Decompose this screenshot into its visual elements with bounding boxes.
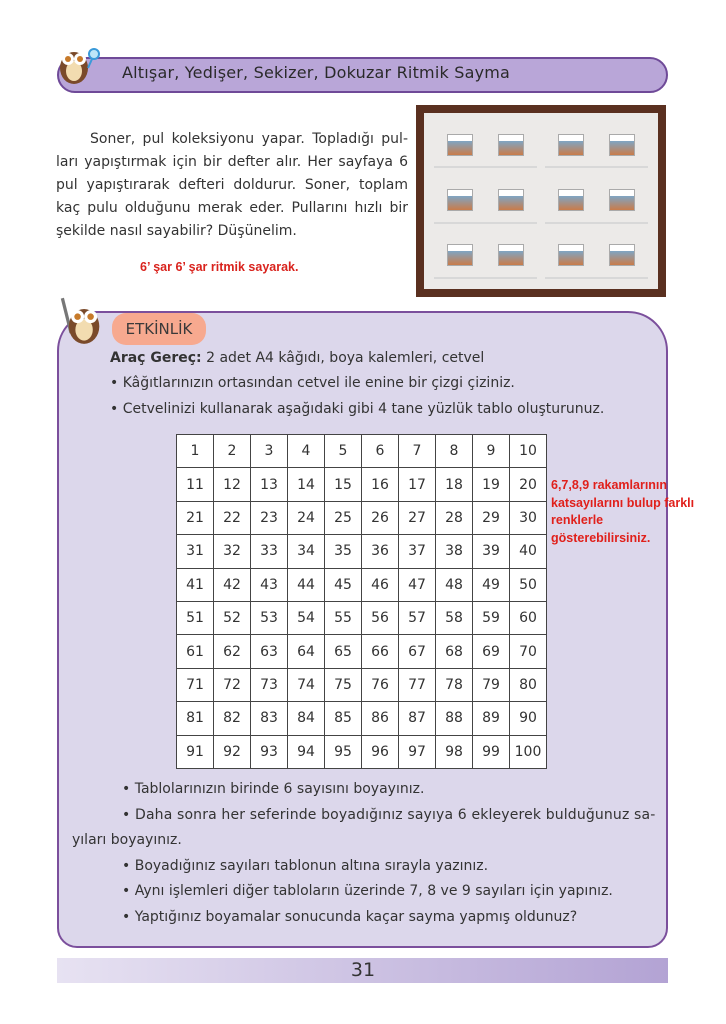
- instruction: • Boyadığınız sayıları tablonun altına sırayla yazınız.: [122, 858, 489, 874]
- chart-cell: 61: [177, 635, 214, 668]
- chart-cell: 75: [325, 668, 362, 701]
- chart-cell: 17: [399, 468, 436, 501]
- chart-cell: 85: [325, 702, 362, 735]
- side-note: [551, 477, 694, 547]
- chart-cell: 56: [362, 601, 399, 634]
- side-note-line: gösterebilirsiniz.: [551, 530, 651, 545]
- chart-cell: 34: [288, 535, 325, 568]
- chart-cell: 81: [177, 702, 214, 735]
- chart-cell: 28: [436, 501, 473, 534]
- page-number: 31: [350, 959, 376, 981]
- chart-cell: 87: [399, 702, 436, 735]
- chart-cell: 32: [214, 535, 251, 568]
- chart-cell: 11: [177, 468, 214, 501]
- chart-cell: 92: [214, 735, 251, 768]
- chart-cell: 77: [399, 668, 436, 701]
- chart-cell: 83: [251, 702, 288, 735]
- chart-row: [177, 435, 547, 468]
- chart-cell: 93: [251, 735, 288, 768]
- side-note-line: 6,7,8,9 rakamlarının: [551, 478, 668, 492]
- chart-row: [177, 702, 547, 735]
- chart-cell: 74: [288, 668, 325, 701]
- chart-cell: 36: [362, 535, 399, 568]
- chart-cell: 31: [177, 535, 214, 568]
- chart-cell: 27: [399, 501, 436, 534]
- chart-cell: 67: [399, 635, 436, 668]
- intro-line: Soner, pul koleksiyonu yapar. Topladığı pul-: [90, 131, 408, 147]
- chart-cell: 64: [288, 635, 325, 668]
- chart-cell: 16: [362, 468, 399, 501]
- chart-cell: 9: [473, 435, 510, 468]
- chart-cell: 44: [288, 568, 325, 601]
- chart-cell: 50: [510, 568, 547, 601]
- chart-cell: 25: [325, 501, 362, 534]
- chart-cell: 43: [251, 568, 288, 601]
- side-note-line: renklerle: [551, 513, 604, 527]
- chart-row: [177, 568, 547, 601]
- chart-cell: 73: [251, 668, 288, 701]
- chart-cell: 80: [510, 668, 547, 701]
- instruction: • Kâğıtlarınızın ortasından cetvel ile enine bir çizgi çiziniz.: [110, 375, 515, 391]
- chart-cell: 53: [251, 601, 288, 634]
- chart-cell: 86: [362, 702, 399, 735]
- instruction: • Tablolarınızın birinde 6 sayısını boyayınız.: [122, 781, 425, 797]
- chart-row: [177, 468, 547, 501]
- chart-cell: 21: [177, 501, 214, 534]
- side-note-line: katsayılarını bulup farklı: [551, 495, 695, 510]
- chart-cell: 20: [510, 468, 547, 501]
- chart-cell: 40: [510, 535, 547, 568]
- chart-cell: 60: [510, 601, 547, 634]
- chart-cell: 99: [473, 735, 510, 768]
- chart-row: [177, 635, 547, 668]
- instruction: • Daha sonra her seferinde boyadığınız sayıya 6 ekleyerek bulduğunuz sa-: [122, 807, 656, 823]
- chart-cell: 37: [399, 535, 436, 568]
- chart-cell: 63: [251, 635, 288, 668]
- chart-cell: 54: [288, 601, 325, 634]
- chart-cell: 4: [288, 435, 325, 468]
- chart-cell: 69: [473, 635, 510, 668]
- chart-cell: 71: [177, 668, 214, 701]
- chart-cell: 90: [510, 702, 547, 735]
- materials-label: Araç Gereç:: [110, 350, 202, 366]
- chart-cell: 48: [436, 568, 473, 601]
- chart-cell: 62: [214, 635, 251, 668]
- page-title: Altışar, Yedişer, Sekizer, Dokuzar Ritmik Sayma: [122, 63, 511, 82]
- chart-row: [177, 501, 547, 534]
- owl-pointer-icon: [58, 296, 108, 346]
- chart-cell: 29: [473, 501, 510, 534]
- chart-cell: 41: [177, 568, 214, 601]
- hundred-chart: [176, 434, 547, 769]
- instruction: yıları boyayınız.: [72, 832, 182, 848]
- chart-row: [177, 535, 547, 568]
- chart-cell: 15: [325, 468, 362, 501]
- chart-cell: 33: [251, 535, 288, 568]
- chart-row: [177, 668, 547, 701]
- chart-cell: 78: [436, 668, 473, 701]
- chart-cell: 65: [325, 635, 362, 668]
- chart-cell: 23: [251, 501, 288, 534]
- chart-cell: 70: [510, 635, 547, 668]
- chart-cell: 22: [214, 501, 251, 534]
- chart-cell: 55: [325, 601, 362, 634]
- chart-cell: 66: [362, 635, 399, 668]
- stamp-album-photo: [416, 105, 666, 297]
- instruction: • Yaptığınız boyamalar sonucunda kaçar sayma yapmış oldunuz?: [122, 909, 578, 925]
- answer-annotation: 6’ şar 6’ şar ritmik sayarak.: [140, 260, 299, 274]
- chart-cell: 82: [214, 702, 251, 735]
- chart-cell: 97: [399, 735, 436, 768]
- chart-cell: 35: [325, 535, 362, 568]
- chart-cell: 10: [510, 435, 547, 468]
- chart-cell: 42: [214, 568, 251, 601]
- chart-cell: 30: [510, 501, 547, 534]
- chart-cell: 51: [177, 601, 214, 634]
- chart-row: [177, 735, 547, 768]
- chart-cell: 45: [325, 568, 362, 601]
- chart-cell: 46: [362, 568, 399, 601]
- chart-cell: 68: [436, 635, 473, 668]
- chart-cell: 8: [436, 435, 473, 468]
- chart-cell: 26: [362, 501, 399, 534]
- intro-line: pul yapıştırarak defteri doldurur. Soner, toplam: [56, 177, 408, 193]
- chart-cell: 79: [473, 668, 510, 701]
- chart-cell: 100: [510, 735, 547, 768]
- chart-cell: 14: [288, 468, 325, 501]
- intro-line: kaç pulu olduğunu merak eder. Pullarını hızlı bir: [56, 200, 408, 216]
- chart-cell: 57: [399, 601, 436, 634]
- chart-cell: 98: [436, 735, 473, 768]
- chart-cell: 76: [362, 668, 399, 701]
- chart-cell: 13: [251, 468, 288, 501]
- chart-cell: 96: [362, 735, 399, 768]
- chart-cell: 5: [325, 435, 362, 468]
- intro-line: şekilde nasıl sayabilir? Düşünelim.: [56, 223, 297, 239]
- chart-cell: 88: [436, 702, 473, 735]
- chart-cell: 39: [473, 535, 510, 568]
- intro-paragraph: [56, 128, 408, 243]
- materials-text: 2 adet A4 kâğıdı, boya kalemleri, cetvel: [201, 350, 485, 366]
- chart-cell: 12: [214, 468, 251, 501]
- chart-cell: 91: [177, 735, 214, 768]
- chart-cell: 89: [473, 702, 510, 735]
- chart-cell: 7: [399, 435, 436, 468]
- chart-cell: 58: [436, 601, 473, 634]
- materials-line: [110, 350, 484, 366]
- chart-cell: 19: [473, 468, 510, 501]
- chart-cell: 38: [436, 535, 473, 568]
- instruction: • Cetvelinizi kullanarak aşağıdaki gibi 4 tane yüzlük tablo oluşturunuz.: [110, 401, 605, 417]
- chart-cell: 3: [251, 435, 288, 468]
- chart-row: [177, 601, 547, 634]
- chart-cell: 49: [473, 568, 510, 601]
- activity-label: ETKİNLİK: [112, 313, 206, 345]
- intro-line: ları yapıştırmak için bir defter alır. Her sayfaya 6: [56, 154, 408, 170]
- chart-cell: 59: [473, 601, 510, 634]
- chart-cell: 2: [214, 435, 251, 468]
- chart-cell: 1: [177, 435, 214, 468]
- instruction: • Aynı işlemleri diğer tabloların üzerinde 7, 8 ve 9 sayıları için yapınız.: [122, 883, 613, 899]
- chart-cell: 84: [288, 702, 325, 735]
- owl-magnifier-icon: [54, 40, 100, 86]
- chart-cell: 47: [399, 568, 436, 601]
- chart-cell: 18: [436, 468, 473, 501]
- chart-cell: 95: [325, 735, 362, 768]
- chart-cell: 6: [362, 435, 399, 468]
- chart-cell: 72: [214, 668, 251, 701]
- chart-cell: 52: [214, 601, 251, 634]
- chart-cell: 94: [288, 735, 325, 768]
- chart-cell: 24: [288, 501, 325, 534]
